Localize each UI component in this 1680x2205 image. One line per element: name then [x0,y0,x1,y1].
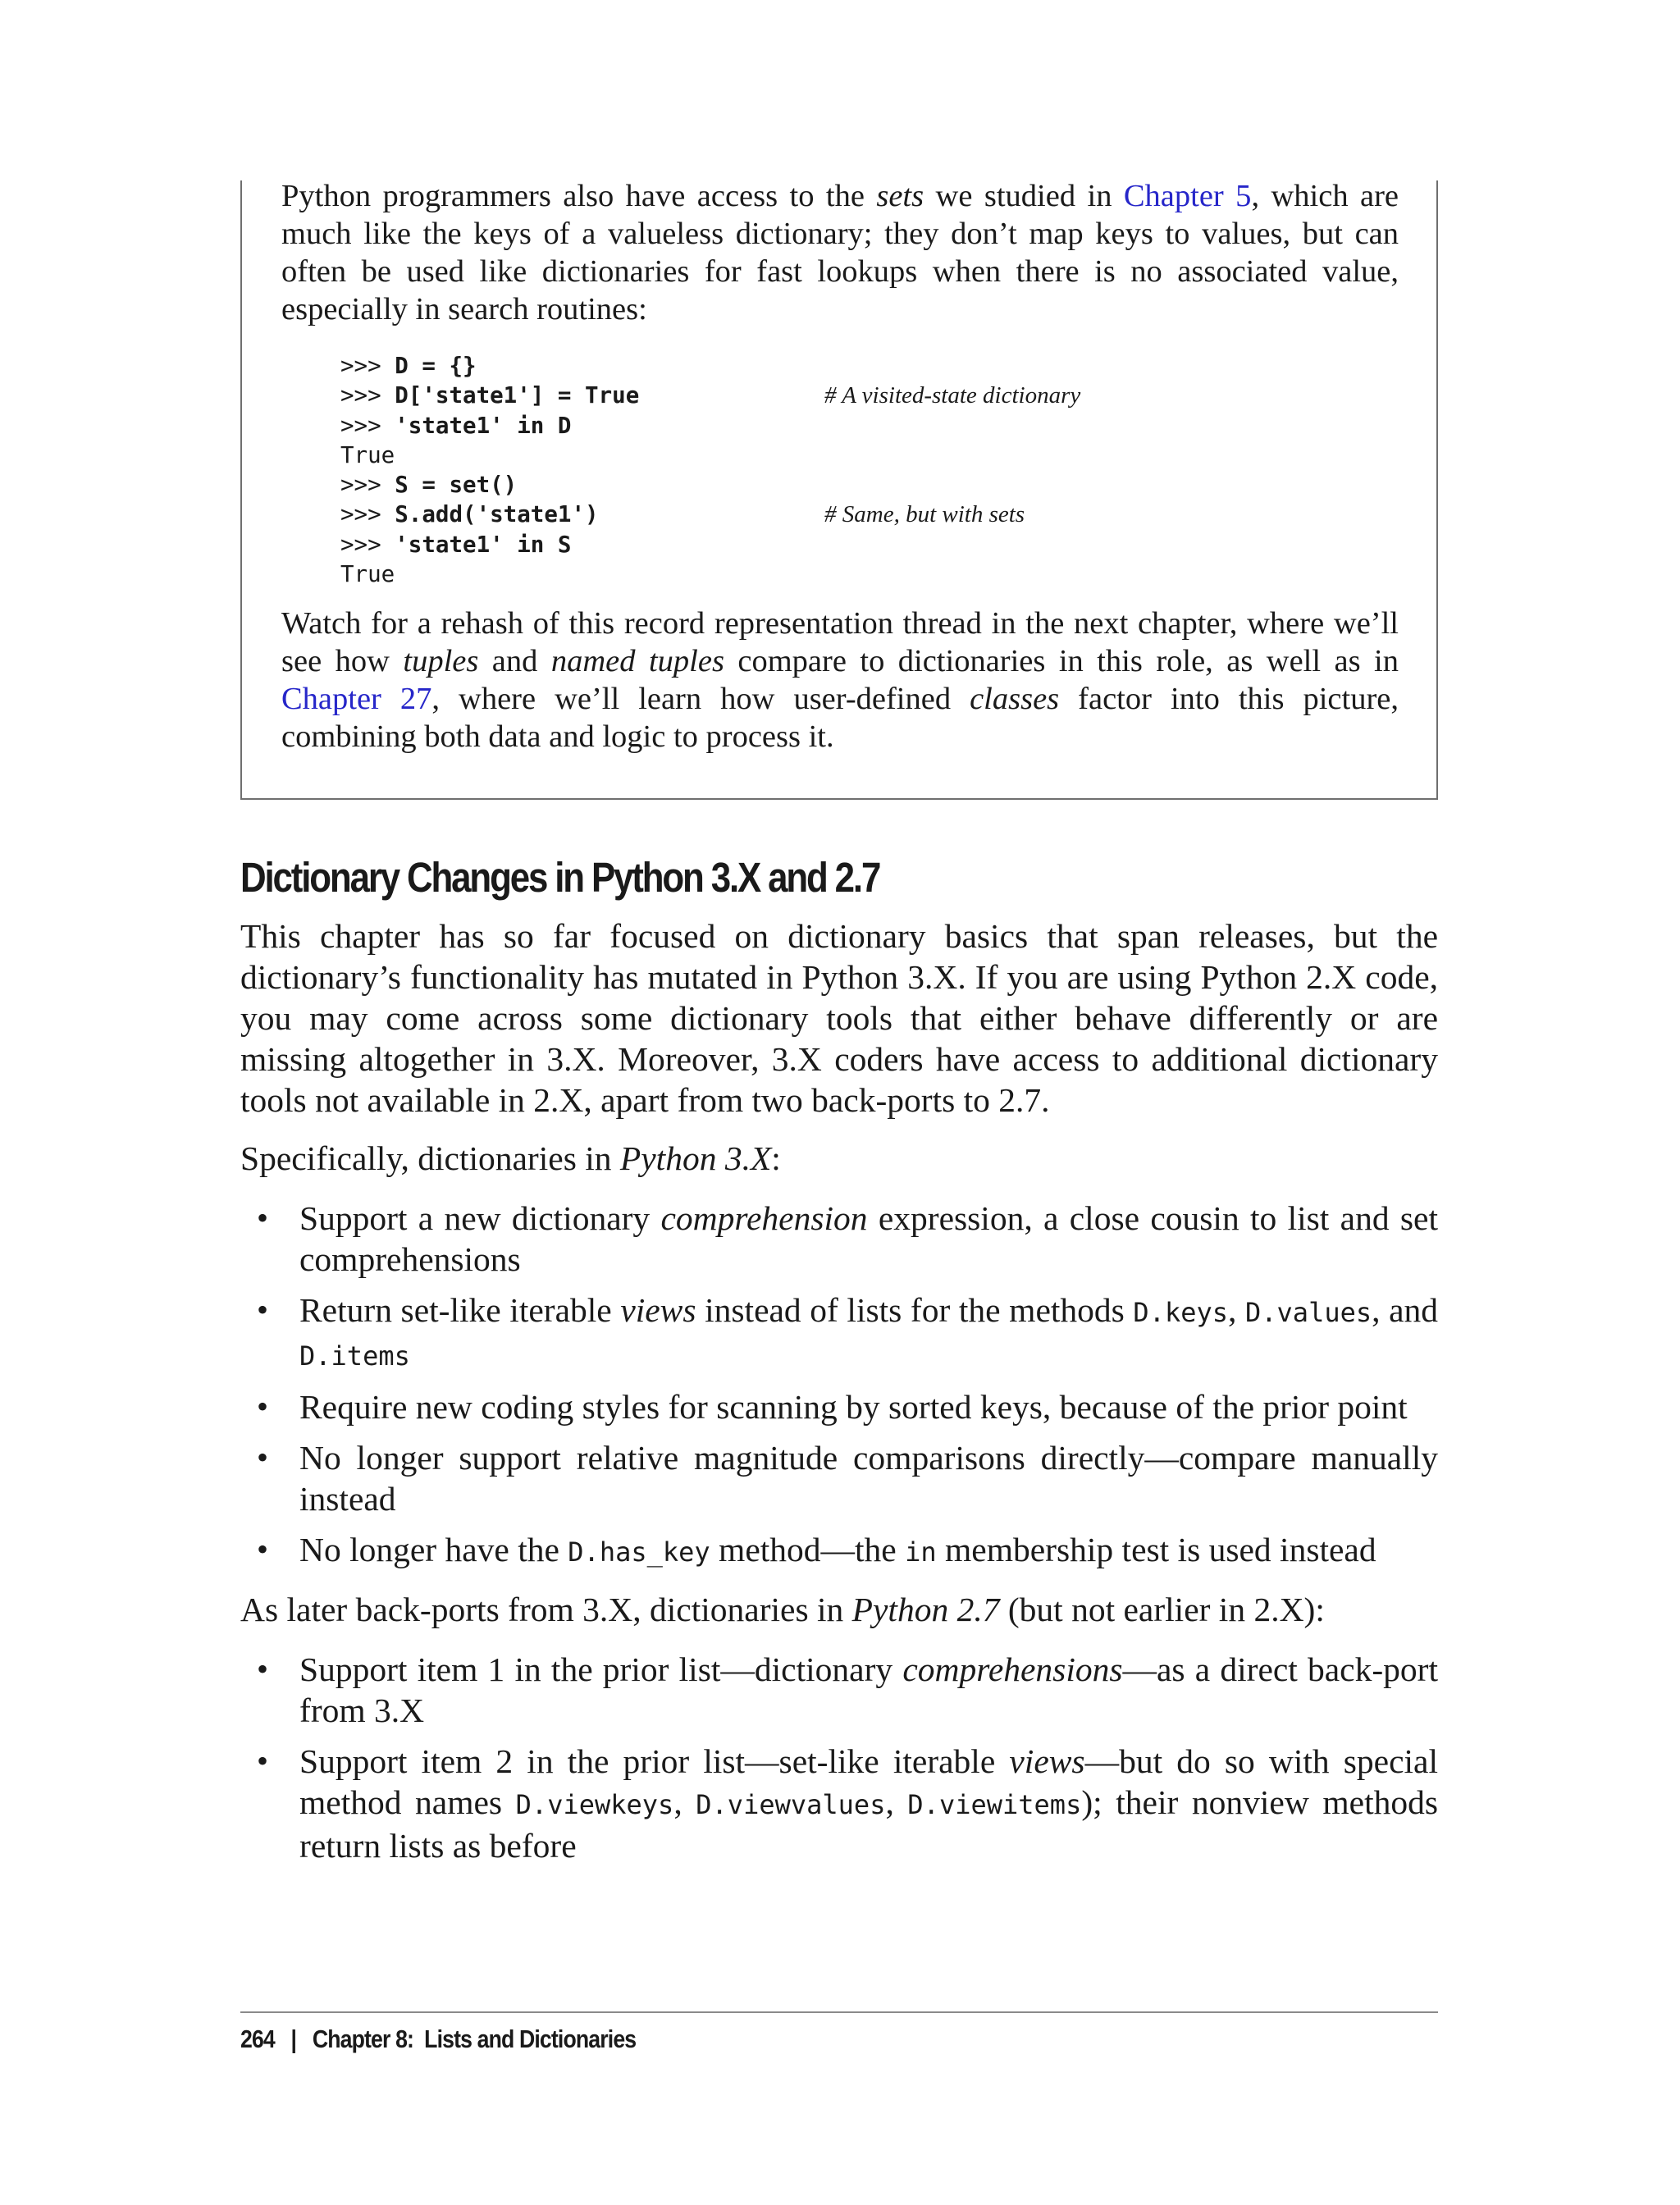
inline-code: D.viewvalues [696,1789,886,1820]
text-span: As later back-ports from 3.X, dictionaries in [240,1591,852,1628]
emphasis-named-tuples: named tuples [550,644,724,678]
inline-code: in [905,1536,937,1568]
emphasis-python27: Python 2.7 [851,1591,1000,1628]
text-span: Watch for a rehash of this record representation thread in the next chapter, where we’ll see how [281,606,1399,678]
code-line [340,470,1407,500]
code-prompt: >>> [340,382,395,409]
emphasis-sets: sets [876,179,924,213]
text-span: , [1228,1291,1245,1329]
text-span: , [673,1783,696,1821]
text-span: membership test is used instead [936,1531,1376,1568]
footer-separator: | [290,2025,297,2053]
code-text: 'state1' in S [395,531,572,558]
code-line [340,381,1407,410]
code-prompt: >>> [340,472,395,499]
text-span: compare to dictionaries in this role, as well as in [724,644,1399,678]
inline-code: D.has_key [568,1536,710,1568]
code-text: 'state1' in D [395,412,572,439]
text-span: instead of lists for the methods [696,1291,1134,1329]
code-line [340,441,1407,470]
text-span: No longer have the [299,1531,568,1568]
emphasis: comprehensions [902,1650,1123,1688]
list-item [240,1386,1438,1427]
text-span: (but not earlier in 2.X): [999,1591,1325,1628]
emphasis-classes: classes [970,682,1060,716]
code-block [340,351,1407,589]
code-text: D['state1'] = True [395,382,640,409]
backports-paragraph [240,1589,1438,1630]
section-heading: Dictionary Changes in Python 3.X and 2.7 [240,854,880,901]
code-output: True [340,441,395,468]
emphasis: views [620,1291,696,1329]
link-chapter-27[interactable]: Chapter 27 [281,682,432,716]
text-span: Python programmers also have access to the [281,179,877,213]
code-prompt: >>> [340,412,395,439]
text-span: method—the [710,1531,906,1568]
page-footer [240,2021,636,2057]
code-output: True [340,561,395,588]
code-prompt: >>> [340,531,395,558]
text-span: Require new coding styles for scanning by sorted keys, because of the prior point [299,1388,1408,1426]
bullet-marker: • [257,1388,269,1425]
code-line [340,559,1407,589]
python27-backports-list [240,1649,1438,1876]
code-prompt: >>> [340,501,395,528]
code-text: D = {} [395,353,477,379]
bullet-marker: • [257,1439,269,1476]
text-span: Support a new dictionary [299,1199,661,1237]
text-span: , which are much like the keys of a valueless dictionary; they don’t map keys to values, but can often be used like dictionaries for fast lookups when there is no associated value, especially in search routines: [281,179,1399,326]
text-span: Return set-like iterable [299,1291,621,1329]
code-text: S = set() [395,472,518,499]
text-span: , where we’ll learn how user-defined [431,682,970,716]
inline-code: D.viewitems [907,1789,1082,1820]
list-item [240,1741,1438,1866]
intro-paragraph: This chapter has so far focused on dictionary basics that span releases, but the dictionary’s functionality has mutated in Python 3.X. If you are using Python 2.X code, you may come across some dictionary tools that either behave differently or are missing altogether in 3.X. Moreover, 3.X coders have access to additional dictionary tools not available in 2.X, apart from two back-ports to 2.7. [240,917,1438,1119]
code-line [340,411,1407,441]
text-span: Support item 1 in the prior list—dictionary [299,1650,903,1688]
code-prompt: >>> [340,353,395,379]
text-span: Specifically, dictionaries in [240,1139,620,1177]
emphasis-python3x: Python 3.X [619,1139,772,1177]
emphasis-tuples: tuples [403,644,479,678]
code-line [340,530,1407,559]
list-item [240,1290,1438,1376]
code-line [340,500,1407,529]
inline-code: D.keys [1133,1297,1229,1328]
inline-code: D.viewkeys [515,1789,674,1820]
specifically-paragraph [240,1138,1438,1179]
text-span: factor into this picture, combining both data and logic to process it. [281,682,1399,754]
text-span: Support item 2 in the prior list—set-like iterable [299,1742,1010,1780]
text-span: ); their nonview methods return lists as before [299,1783,1439,1865]
footer-rule [240,2011,1438,2013]
list-item [240,1198,1438,1280]
text-span: expression, a close cousin to list and set comprehensions [299,1199,1438,1278]
code-line [340,351,1407,381]
list-item [240,1529,1438,1573]
text-span: No longer support relative magnitude comparisons directly—compare manually instead [299,1439,1438,1518]
text-span: : [771,1139,781,1177]
bullet-marker: • [257,1650,269,1687]
text-span: —but do so with special method names [299,1742,1438,1821]
sidebar-paragraph-rehash [281,605,1399,756]
running-chapter-title: Chapter 8: Lists and Dictionaries [312,2025,637,2053]
inline-code: D.items [299,1340,410,1372]
text-span: , [885,1783,908,1821]
text-span: , and [1372,1291,1439,1329]
list-item [240,1437,1438,1519]
link-chapter-5[interactable]: Chapter 5 [1123,179,1252,213]
text-span: —as a direct back-port from 3.X [299,1650,1438,1729]
bullet-marker: • [257,1742,269,1779]
bullet-marker: • [257,1291,269,1328]
code-comment: # A visited-state dictionary [824,382,1081,409]
sidebar-paragraph-sets [281,177,1399,328]
page-number: 264 [240,2025,275,2053]
list-item [240,1649,1438,1731]
code-comment: # Same, but with sets [824,501,1025,528]
bullet-marker: • [257,1531,269,1568]
text-span: we studied in [924,179,1124,213]
code-text: S.add('state1') [395,501,599,528]
inline-code: D.values [1245,1297,1372,1328]
python3x-changes-list [240,1198,1438,1582]
emphasis: comprehension [660,1199,868,1237]
text-span: and [478,644,551,678]
emphasis: views [1009,1742,1085,1780]
bullet-marker: • [257,1199,269,1236]
